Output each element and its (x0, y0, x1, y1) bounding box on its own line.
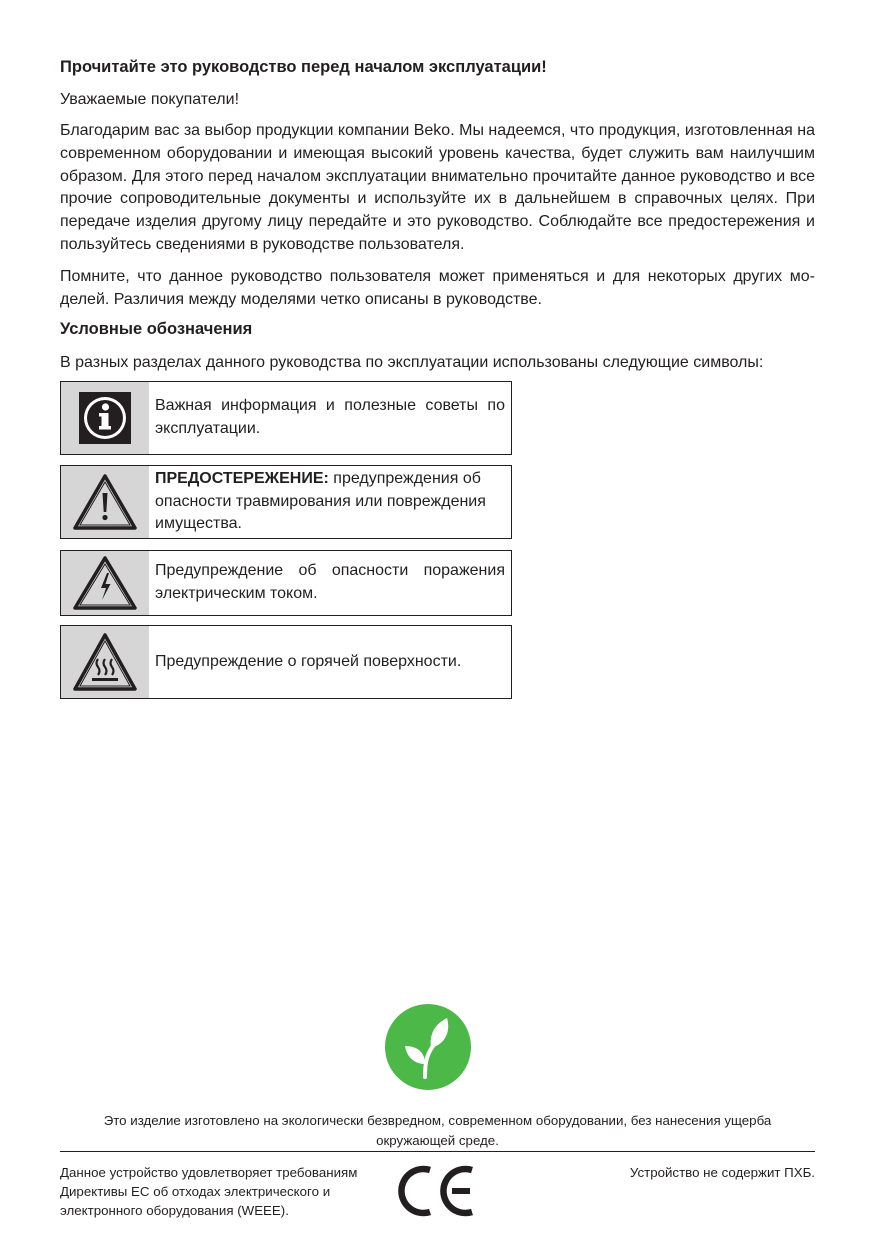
eco-caption: Это изделие изготовлено на экологически безвредном, современном оборудовании, без нанесения ущерба окружающей среде. (103, 1113, 772, 1148)
weee-note: Данное устройство удовлетворяет требованиям Директивы ЕС об отходах электрического и электронного оборудования (WEEE). (60, 1165, 358, 1218)
symbol-desc: Предупреждение об опасности поражения электрическим током. (155, 562, 505, 602)
symbol-desc: предупреждения об опасности травмирования или повреждения имущества. (155, 469, 486, 533)
symbol-desc: Важная информация и полезные советы по эксплуатации. (155, 397, 505, 437)
intro-paragraph-1: Благодарим вас за выбор продукции компании Beko. Мы надеемся, что продукция, изготовленная на современном оборудовании и имеющая высокий уровень качества, будет служить вам наилучшим образом. Для этого перед началом эксплуатации внимательно прочитайте данное руководство и все прочие сопроводительные документы и используйте их в дальнейшем в справочных целях. При передаче изделия другому лицу передайте и это руководство. Соблюдайте все предостережения и пользуйтесь сведениями в руководстве пользователя. (60, 122, 815, 253)
electric-shock-icon (61, 551, 149, 615)
symbol-box-electric (60, 550, 512, 616)
info-icon (61, 382, 149, 454)
symbol-box-info (60, 381, 512, 455)
footer-divider (60, 1151, 815, 1152)
pcb-note: Устройство не содержит ПХБ. (629, 1165, 815, 1180)
symbol-text-hot-surface (149, 626, 467, 698)
symbol-box-warning (60, 465, 512, 539)
symbol-text-electric (149, 551, 511, 615)
symbol-text-warning (149, 466, 511, 538)
greeting: Уважаемые покупатели! (60, 91, 240, 108)
warning-label: ПРЕДОСТЕРЕЖЕНИЕ: (155, 469, 329, 487)
symbol-text-info (149, 382, 511, 454)
intro-paragraph-2: Помните, что данное руководство пользователя может применяться и для некоторых других моделей. Различия между моделями четко описаны в руководстве. (60, 268, 815, 308)
hot-surface-icon (61, 626, 149, 698)
section-title: Условные обозначения (60, 320, 253, 338)
symbol-box-hot-surface (60, 625, 512, 699)
manual-page (60, 0, 815, 1241)
symbol-desc: Предупреждение о горячей поверхности. (155, 652, 462, 670)
intro-title: Прочитайте это руководство перед началом эксплуатации! (60, 58, 547, 76)
leaf-icon (385, 1004, 471, 1090)
ce-mark-icon (398, 1160, 478, 1220)
warning-icon (61, 466, 149, 538)
section-intro: В разных разделах данного руководства по эксплуатации использованы следующие символы: (60, 354, 764, 371)
